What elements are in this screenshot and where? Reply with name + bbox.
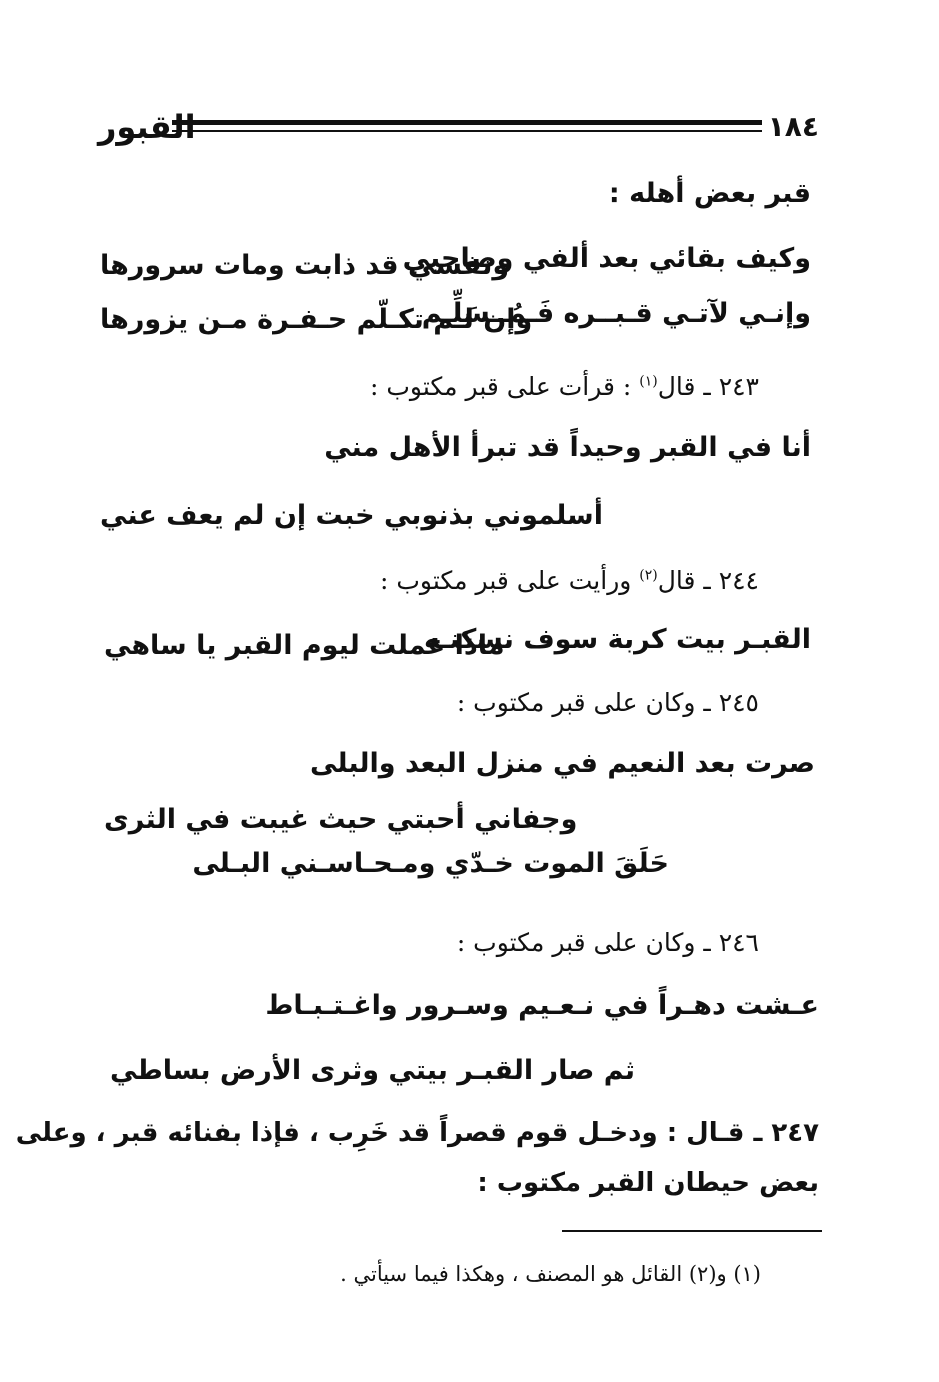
item-246-heading: ٢٤٦ ـ وكان على قبر مكتوب : [456,928,759,957]
item-243-heading [370,372,759,401]
intro-line: قبر بعض أهله : [608,178,811,209]
verse-244-second-hemistich: ماذا عملت ليوم القبر يا ساهي [104,630,505,661]
verse-245-line1: صرت بعد النعيم في منزل البعد والبلى [310,748,815,779]
item-247-line2: بعض حيطان القبر مكتوب : [477,1168,819,1198]
item-245-heading: ٢٤٥ ـ وكان على قبر مكتوب : [456,688,759,717]
verse-243-line2: أسلموني بذنوبي خبت إن لم يعف عني [100,500,603,531]
poem1-line2-second-hemistich: وإن لـم تكـلّم حـفـرة مـن يزورها [100,304,533,335]
footnote-ref-1: (١) [639,373,658,390]
header-rule [172,120,762,132]
item-247-line1: ٢٤٧ ـ قـال : ودخـل قوم قصراً قد خَرِب ، فإذا بفنائه قبر ، وعلى [15,1118,819,1148]
verse-246-line1: عـشت دهـراً في نـعـيم وسـرور واغـتـبـاط [265,990,819,1021]
poem1-line1-second-hemistich: ونفسي قد ذابت ومات سرورها [100,250,510,281]
item-244-suffix: ورأيت على قبر مكتوب : [380,566,640,595]
poem1-line1-first-hemistich: وكيف بقائي بعد ألفي وصاحبي [402,243,811,274]
verse-244-first-hemistich: القبـر بيت كربة سوف نسكنـه [423,624,811,655]
verse-245-line2: وجفاني أحبتي حيث غيبت في الثرى [104,804,578,835]
poem1-line2-first-hemistich: وإنـي لآتـي قـبــره فَـمُــسَلِّـم [421,298,811,329]
page-number: ١٨٤ [767,110,819,143]
footnote-rule [562,1230,822,1232]
verse-246-line2: ثم صار القبـر بيتي وثرى الأرض بساطي [110,1055,636,1086]
item-243-prefix: ٢٤٣ ـ قال [657,372,759,401]
running-title: القبور [98,108,196,146]
verse-245-line3: حَلَقَ الموت خـدّي ومـحـاسـني البـلى [192,848,669,879]
item-243-suffix: : قرأت على قبر مكتوب : [370,372,640,401]
item-244-prefix: ٢٤٤ ـ قال [657,566,759,595]
footnote-text: (١) و(٢) القائل هو المصنف ، وهكذا فيما سيأتي . [340,1262,761,1286]
footnote-ref-2: (٢) [639,567,658,584]
verse-243-line1: أنا في القبر وحيداً قد تبرأ الأهل مني [324,432,811,463]
item-244-heading [380,566,759,595]
